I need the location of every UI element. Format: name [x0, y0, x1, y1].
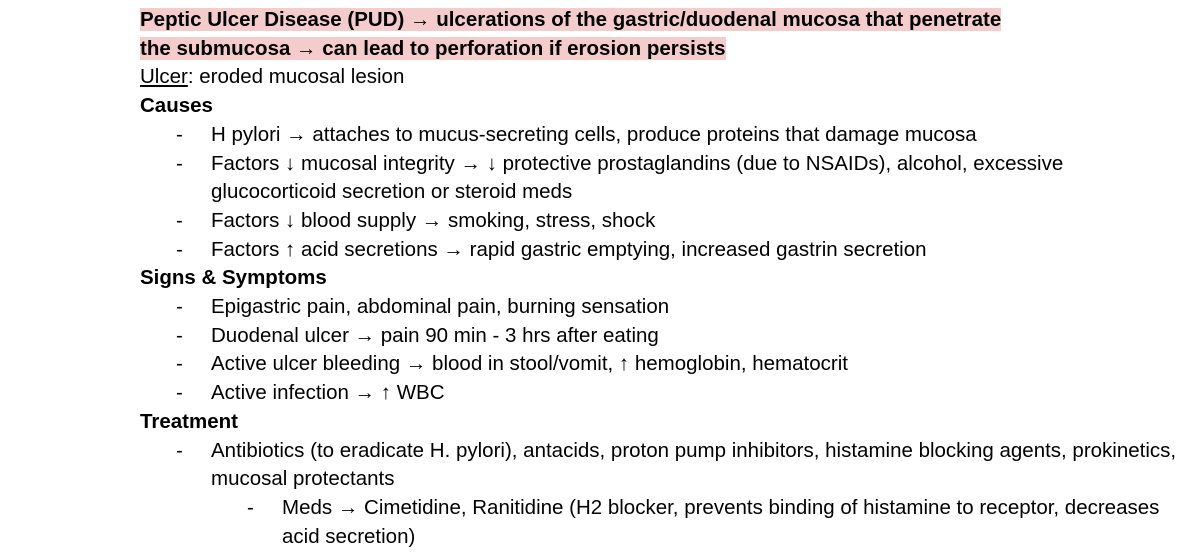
list-item-text: Active ulcer bleeding → blood in stool/vomit, ↑ hemoglobin, hematocrit: [211, 352, 848, 376]
list-item: [176, 350, 1180, 379]
list-item: [176, 293, 1180, 322]
bullet-dash: -: [176, 352, 183, 376]
causes-list: [140, 121, 1180, 265]
bullet-dash: -: [176, 323, 183, 347]
sublist-item: [247, 494, 1180, 551]
list-item: [176, 150, 1180, 207]
list-item-text: Factors ↑ acid secretions → rapid gastric emptying, increased gastrin secretion: [211, 237, 927, 261]
list-item: [176, 207, 1180, 236]
list-item: [176, 236, 1180, 265]
list-item-text: Antibiotics (to eradicate H. pylori), antacids, proton pump inhibitors, histamine blocking agents, prokinetics, mucosal protectants: [211, 438, 1177, 491]
list-item-text: Factors ↓ blood supply → smoking, stress, shock: [211, 208, 656, 232]
definition-text: : eroded mucosal lesion: [187, 65, 405, 89]
bullet-dash: -: [247, 495, 254, 519]
list-item-text: Factors ↓ mucosal integrity → ↓ protective prostaglandins (due to NSAIDs), alcohol, excessive glucocorticoid secretion or steroid meds: [211, 151, 1064, 204]
treatment-sublist: [211, 494, 1180, 551]
bullet-dash: -: [176, 438, 183, 462]
list-item-text: Active infection → ↑ WBC: [211, 381, 445, 405]
bullet-dash: -: [176, 122, 183, 146]
document-title: [140, 6, 1180, 63]
list-item: [176, 379, 1180, 408]
bullet-dash: -: [176, 237, 183, 261]
title-line-2: the submucosa → can lead to perforation if erosion persists: [140, 36, 726, 60]
ulcer-definition: [140, 63, 1180, 92]
list-item: [176, 437, 1180, 552]
document-body: [140, 6, 1180, 551]
bullet-dash: -: [176, 381, 183, 405]
section-heading-treatment: Treatment: [140, 409, 238, 433]
sublist-item-text: Meds → Cimetidine, Ranitidine (H2 blocker, prevents binding of histamine to receptor, decreases acid secretion): [282, 495, 1160, 548]
bullet-dash: -: [176, 295, 183, 319]
title-line-1: Peptic Ulcer Disease (PUD) → ulcerations of the gastric/duodenal mucosa that penetrate: [140, 8, 1002, 31]
treatment-list: [140, 437, 1180, 552]
bullet-dash: -: [176, 208, 183, 232]
section-heading-signs: Signs & Symptoms: [140, 266, 327, 290]
list-item: [176, 121, 1180, 150]
signs-list: [140, 293, 1180, 408]
list-item-text: Duodenal ulcer → pain 90 min - 3 hrs after eating: [211, 323, 659, 347]
definition-term: Ulcer: [140, 65, 188, 89]
section-heading-causes: Causes: [140, 94, 213, 118]
list-item-text: Epigastric pain, abdominal pain, burning sensation: [211, 295, 670, 319]
bullet-dash: -: [176, 151, 183, 175]
list-item-text: H pylori → attaches to mucus-secreting cells, produce proteins that damage mucosa: [211, 122, 977, 146]
list-item: [176, 322, 1180, 351]
